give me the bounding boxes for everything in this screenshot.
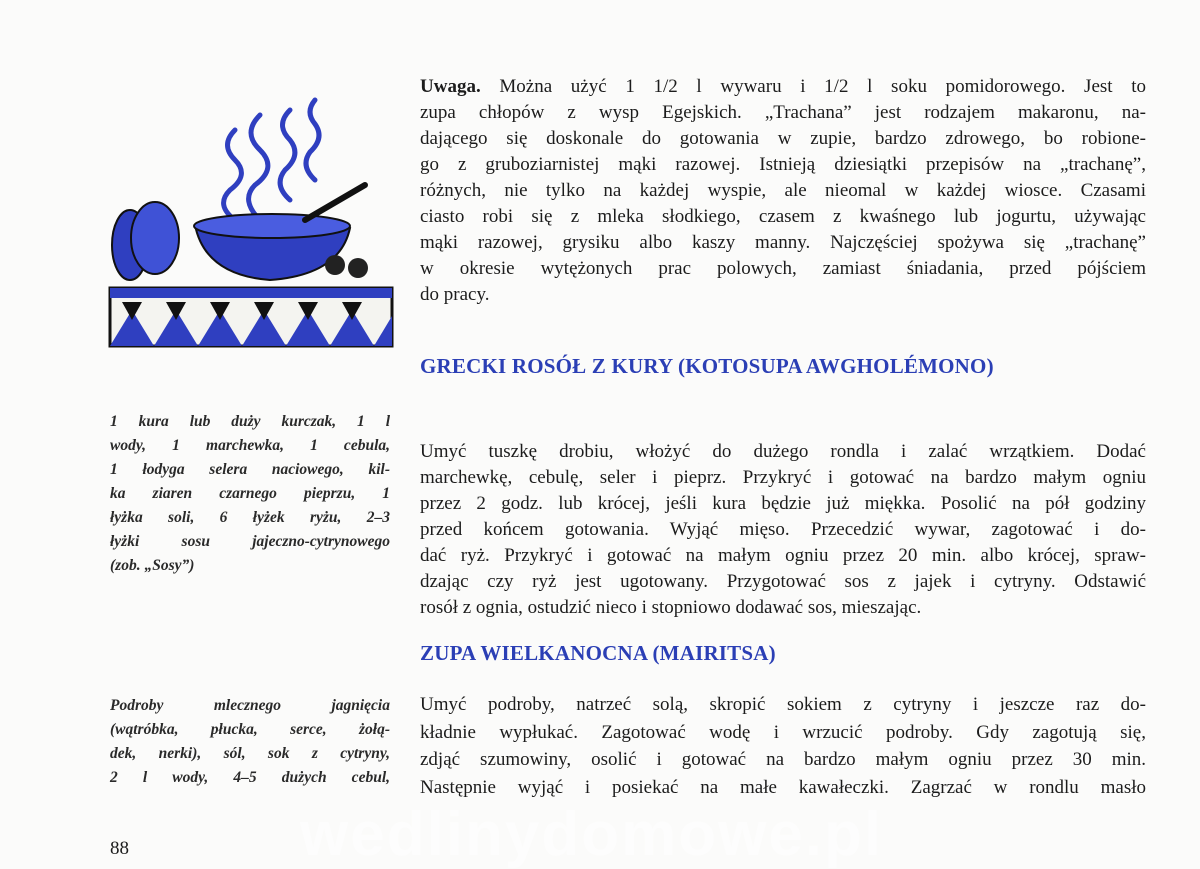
ingredient-line: wody, 1 marchewka, 1 cebula,: [110, 437, 390, 454]
text-line: dającego się doskonale do gotowania w zupie, bardzo zdrowego, bo robione-: [420, 128, 1146, 149]
recipe-title-mairitsa: ZUPA WIELKANOCNA (MAIRITSA): [420, 641, 776, 665]
steaming-soup-bowl-illustration: [100, 70, 400, 350]
text-line: różnych, nie tylko na każdej wyspie, ale nieomal w każdej wiosce. Czasami: [420, 180, 1146, 201]
method-line: Następnie wyjąć i posiekać na małe kawałeczki. Zagrzać w rondlu masło: [420, 776, 1146, 798]
page-number: 88: [110, 838, 129, 859]
bread-icon: [112, 202, 179, 280]
intro-note: [420, 74, 1146, 308]
method-line: rosół z ognia, ostudzić nieco i stopniowo dodawać sos, mieszając.: [420, 597, 922, 618]
text-line: Można użyć 1 1/2 l wywaru i 1/2 l soku pomidorowego. Jest to: [480, 76, 1146, 97]
text-line: w okresie wytężonych prac polowych, zamiast śniadania, przed pójściem: [420, 258, 1146, 279]
patterned-tablecloth: [110, 288, 392, 346]
bowl-icon: [194, 185, 368, 280]
method-mairitsa: [420, 691, 1146, 801]
watermark: wedlinydomowe.pl: [300, 800, 884, 869]
method-line: przed końcem gotowania. Wyjąć mięso. Przecedzić wywar, zagotować i do-: [420, 519, 1146, 540]
ingredient-line: (zob. „Sosy”): [110, 557, 195, 574]
method-line: marchewkę, cebulę, seler i pieprz. Przykryć i gotować na bardzo małym ogniu: [420, 467, 1146, 488]
ingredient-line: 1 łodyga selera naciowego, kil-: [110, 461, 390, 478]
method-line: Umyć podroby, natrzeć solą, skropić sokiem z cytryny i jeszcze raz do-: [420, 694, 1146, 715]
ingredient-line: łyżki sosu jajeczno-cytrynowego: [110, 533, 390, 550]
ingredient-line: Podroby mlecznego jagnięcia: [110, 697, 390, 714]
ingredients-rosol: [110, 410, 390, 578]
note-lead-label: Uwaga.: [420, 76, 481, 97]
text-line: do pracy.: [420, 284, 490, 305]
ingredient-line: (wątróbka, płucka, serce, żołą-: [110, 721, 390, 738]
ingredient-line: dek, nerki), sól, sok z cytryny,: [110, 745, 390, 762]
ingredient-line: 2 l wody, 4–5 dużych cebul,: [110, 769, 390, 786]
text-line: go z gruboziarnistej mąki razowej. Istnieją dziesiątki przepisów na „trachanę”,: [420, 154, 1146, 175]
text-line: mąki razowej, grysiku albo kaszy manny. Najczęściej spożywa się „trachanę”: [420, 232, 1146, 253]
method-rosol: [420, 439, 1146, 621]
steam-icon: [224, 100, 319, 220]
ingredient-line: ka ziaren czarnego pieprzu, 1: [110, 485, 390, 502]
ingredient-line: 1 kura lub duży kurczak, 1 l: [110, 413, 390, 430]
method-line: dać ryż. Przykryć i gotować na małym ogniu przez 20 min. albo krócej, spraw-: [420, 545, 1146, 566]
text-line: zupa chłopów z wysp Egejskich. „Trachana” jest rodzajem makaronu, na-: [420, 102, 1146, 123]
method-line: kładnie wypłukać. Zagotować wodę i wrzucić podroby. Gdy zagotują się,: [420, 721, 1146, 743]
ingredient-line: łyżka soli, 6 łyżek ryżu, 2–3: [110, 509, 390, 526]
ingredients-mairitsa: [110, 694, 390, 790]
method-line: Umyć tuszkę drobiu, włożyć do dużego rondla i zalać wrzątkiem. Dodać: [420, 441, 1146, 462]
text-line: [420, 74, 1146, 100]
method-line: zdjąć szumowiny, osolić i gotować na bardzo małym ogniu przez 30 min.: [420, 749, 1146, 770]
text-line: ciasto robi się z mleka słodkiego, czasem z kwaśnego lub jogurtu, używając: [420, 206, 1146, 227]
method-line: przez 2 godz. lub krócej, jeśli kura będzie już miękka. Posolić na pół godziny: [420, 493, 1146, 514]
method-line: dzając czy ryż jest ugotowany. Przygotować sos z jajek i cytryny. Odstawić: [420, 571, 1146, 592]
recipe-title-rosol: GRECKI ROSÓŁ Z KURY (KOTOSUPA AWGHOLÉMONO): [420, 354, 994, 378]
